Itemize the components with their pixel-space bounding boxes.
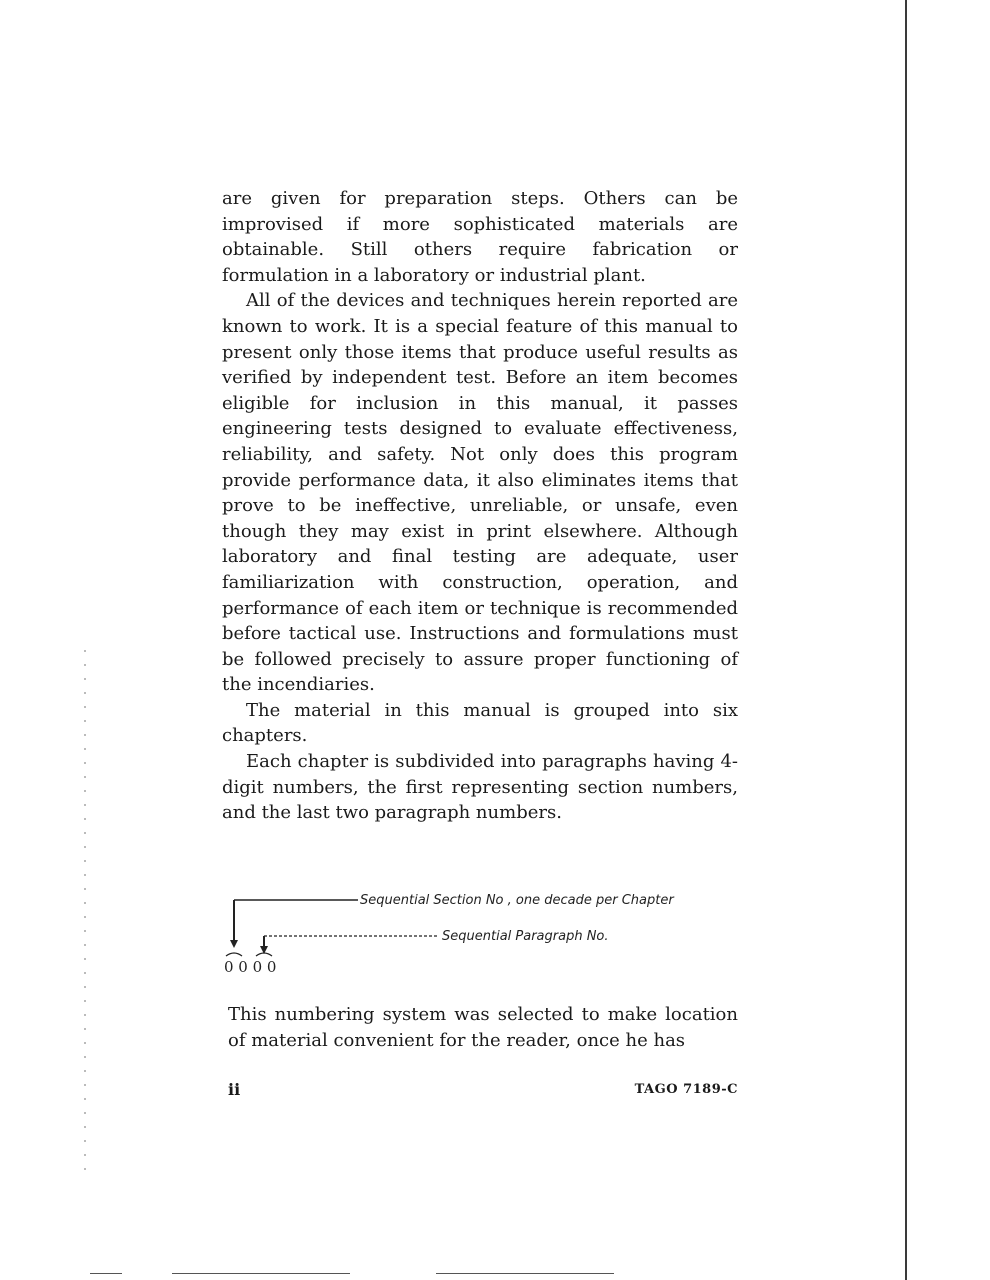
- paragraph-digits-brace: [256, 953, 272, 956]
- numbering-diagram: [218, 884, 748, 984]
- body-text: [222, 186, 738, 826]
- page-edge-rule: [905, 0, 907, 1280]
- section-digits-brace: [226, 953, 242, 956]
- page-number: ii: [228, 1080, 241, 1099]
- closing-text: [228, 1002, 738, 1054]
- paragraph-3: The material in this manual is grouped into six chapters.: [222, 699, 738, 747]
- section-label: Sequential Section No , one decade per Chapter: [360, 893, 674, 908]
- paragraph-label: Sequential Paragraph No.: [442, 929, 609, 944]
- bottom-rule-right: [436, 1273, 614, 1274]
- bottom-rule-middle: [172, 1273, 350, 1274]
- scan-artifact-dots: [84, 650, 86, 1170]
- section-arrow-icon: [230, 940, 238, 948]
- bottom-rule-left: [90, 1273, 122, 1274]
- paragraph-1: are given for preparation steps. Others can be improvised if more sophisticated materials are obtainable. Still others require fabrication or formulation in a laboratory or industrial plant.: [222, 188, 738, 286]
- paragraph-4: Each chapter is subdivided into paragraphs having 4-digit numbers, the first representing section numbers, and the last two paragraph numbers.: [222, 751, 738, 824]
- document-code: TAGO 7189-C: [634, 1082, 738, 1097]
- paragraph-2: All of the devices and techniques herein reported are known to work. It is a special feature of this manual to present only those items that produce useful results as verified by independent test. Before an item becomes eligible for inclusion in this manual, it passes engineering tests designed to evaluate effectiveness, reliability, and safety. Not only does this program provide performance data, it also eliminates items that prove to be ineffective, unreliable, or unsafe, even though they may exist in print elsewhere. Although laboratory and final testing are adequate, user familiarization with construction, operation, and performance of each item or technique is recommended before tactical use. Instructions and formulations must be followed precisely to assure proper functioning of the incendiaries.: [222, 290, 738, 696]
- sample-number-digits: 0 0 0 0: [224, 958, 277, 976]
- closing-paragraph: This numbering system was selected to make location of material convenient for the reader, once he has: [228, 1004, 738, 1051]
